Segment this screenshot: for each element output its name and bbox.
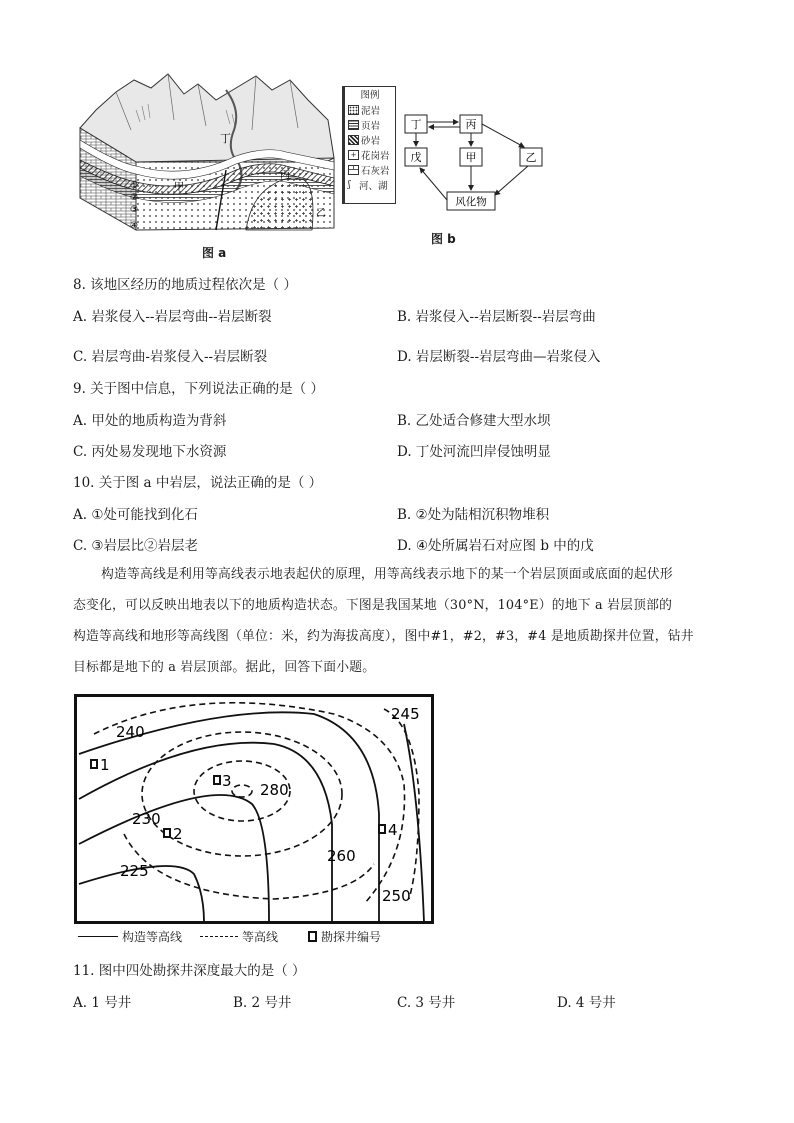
question-9-option-c[interactable]: C. 丙处易发现地下水资源 — [73, 444, 227, 460]
label-n4: ④ — [130, 221, 139, 231]
legend-item: 石灰岩 — [348, 162, 392, 177]
well-label-1: 1 — [100, 756, 110, 774]
legend-item: 砂岩 — [348, 132, 392, 147]
river-swatch: ʃ — [348, 179, 351, 190]
question-9-stem: 9. 关于图中信息，下列说法正确的是（ ） — [73, 381, 324, 397]
label-n2: ② — [130, 193, 139, 203]
label-n1: ① — [130, 181, 139, 191]
passage-line: 目标都是地下的 a 岩层顶部。据此，回答下面小题。 — [73, 660, 376, 675]
question-10-option-a[interactable]: A. ①处可能找到化石 — [73, 507, 198, 523]
question-8-option-c[interactable]: C. 岩层弯曲-岩浆侵入--岩层断裂 — [73, 349, 268, 365]
question-11-option-b[interactable]: B. 2 号井 — [233, 995, 292, 1011]
node-ding: 丁 — [410, 118, 422, 131]
well-label-4: 4 — [388, 821, 398, 839]
legend-item: 页岩 — [348, 117, 392, 132]
question-8-option-d[interactable]: D. 岩层断裂--岩层弯曲—岩浆侵入 — [397, 349, 601, 365]
question-11-option-c[interactable]: C. 3 号井 — [397, 995, 456, 1011]
question-10-option-b[interactable]: B. ②处为陆相沉积物堆积 — [397, 507, 550, 523]
limestone-swatch — [348, 165, 359, 175]
question-8-option-a[interactable]: A. 岩浆侵入--岩层弯曲--岩层断裂 — [73, 309, 272, 325]
node-yi: 乙 — [525, 151, 537, 164]
block-diagram — [76, 70, 338, 245]
node-wu: 戊 — [410, 151, 422, 164]
contour-map-svg — [74, 694, 434, 924]
node-bing: 丙 — [465, 118, 477, 131]
contour-label-260: 260 — [327, 847, 356, 865]
passage-line: 构造等高线和地形等高线图（单位：米，约为海拔高度），图中#1，#2，#3，#4 是地质勘探井位置，钻井 — [73, 629, 694, 644]
question-10-stem: 10. 关于图 a 中岩层，说法正确的是（ ） — [73, 475, 323, 491]
well-label-3: 3 — [222, 772, 232, 790]
passage — [73, 559, 723, 683]
question-9-option-b[interactable]: B. 乙处适合修建大型水坝 — [397, 413, 551, 429]
label-n3: ③ — [130, 205, 139, 215]
question-8-stem: 8. 该地区经历的地质过程依次是（ ） — [73, 277, 297, 293]
question-11-option-a[interactable]: A. 1 号井 — [73, 995, 132, 1011]
question-11-stem: 11. 图中四处勘探井深度最大的是（ ） — [73, 963, 306, 979]
label-yi: 乙 — [316, 208, 326, 219]
contour-label-280: 280 — [260, 781, 289, 799]
granite-swatch: + — [348, 150, 359, 160]
structural-line-swatch — [78, 936, 118, 937]
contour-map-legend — [78, 928, 458, 944]
legend-item: 泥岩 — [348, 102, 392, 117]
shale-swatch — [348, 120, 359, 130]
label-ding: 丁 — [220, 132, 231, 145]
figure-a-legend — [342, 86, 396, 204]
terrain-line-swatch — [200, 936, 238, 937]
sandstone-swatch — [348, 135, 359, 145]
legend-terrain: 等高线 — [242, 929, 279, 944]
figure-b — [400, 110, 550, 215]
question-10-option-c[interactable]: C. ③岩层比②岩层老 — [73, 538, 199, 554]
contour-label-245: 245 — [391, 705, 420, 723]
legend-item: + 花岗岩 — [348, 147, 392, 162]
legend-title: 图例 — [360, 90, 380, 101]
question-9-option-d[interactable]: D. 丁处河流凹岸侵蚀明显 — [397, 444, 551, 460]
node-weathered: 风化物 — [455, 196, 487, 208]
contour-label-225: 225 — [120, 862, 149, 880]
figure-a — [76, 70, 338, 245]
question-8-option-b[interactable]: B. 岩浆侵入--岩层断裂--岩层弯曲 — [397, 309, 596, 325]
passage-line: 构造等高线是利用等高线表示地表起伏的原理，用等高线表示地下的某一个岩层顶面或底面的起伏形 — [101, 567, 673, 582]
question-9-option-a[interactable]: A. 甲处的地质构造为背斜 — [73, 413, 227, 429]
contour-label-250: 250 — [382, 887, 411, 905]
well-label-2: 2 — [173, 825, 183, 843]
node-jia: 甲 — [465, 151, 477, 164]
legend-item: ʃ 河、湖 — [348, 179, 388, 192]
contour-label-230: 230 — [132, 810, 161, 828]
question-11-option-d[interactable]: D. 4 号井 — [557, 995, 616, 1011]
label-bing: 丙 — [280, 170, 290, 181]
question-10-option-d[interactable]: D. ④处所属岩石对应图 b 中的戊 — [397, 538, 594, 554]
passage-line: 态变化，可以反映出地表以下的地质构造状态。下图是我国某地（30°N，104°E）的地下 a 岩层顶部的 — [73, 598, 673, 613]
label-jia: 甲 — [174, 182, 184, 193]
well-icon — [308, 931, 317, 942]
contour-map — [74, 694, 434, 924]
legend-well: 勘探井编号 — [321, 929, 382, 944]
figure-a-caption: 图 a — [202, 246, 227, 260]
contour-label-240: 240 — [116, 723, 145, 741]
figure-b-caption: 图 b — [431, 232, 456, 246]
legend-structural: 构造等高线 — [122, 929, 183, 944]
mudstone-swatch — [348, 105, 359, 115]
rock-cycle-diagram — [400, 110, 550, 215]
